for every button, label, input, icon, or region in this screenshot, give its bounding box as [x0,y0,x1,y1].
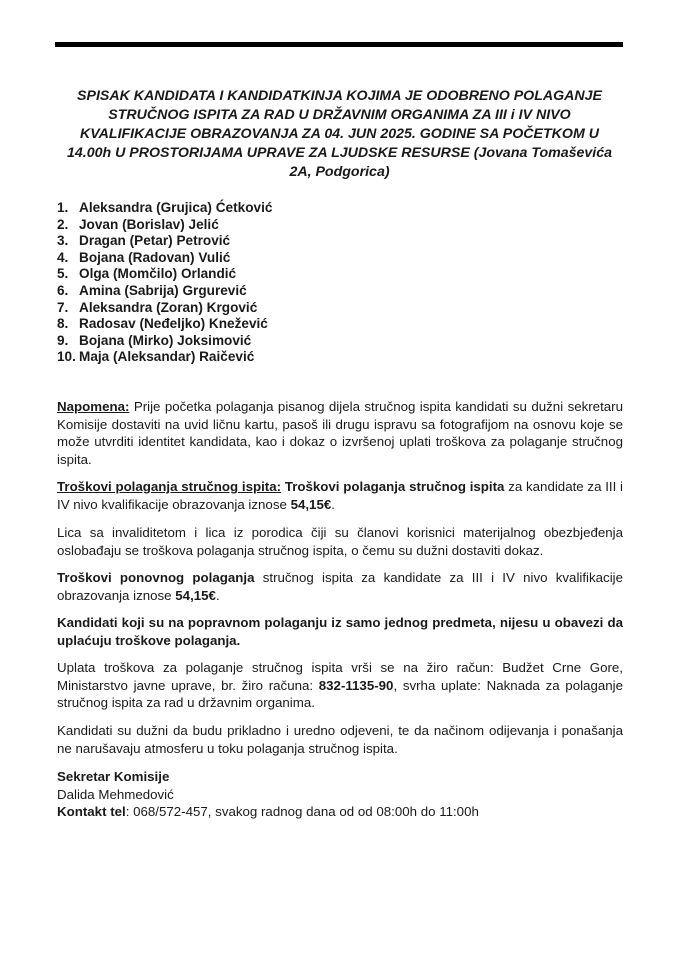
candidate-number: 1. [57,200,69,215]
costs-text: za kandidate za III i IV nivo kvalifikacije obrazovanja iznose [57,479,624,512]
makeup-note-paragraph: Kandidati koji su na popravnom polaganju iz samo jednog predmeta, nijesu u obavezi da uplaćuju troškove polaganja. [57,615,623,648]
payment-text-before: Uplata troškova za polaganje stručnog ispita vrši se na žiro račun: Budžet Crne Gore, Ministarstvo javne uprave, br. žiro računa: [57,660,623,693]
candidate-number: 10. [57,349,76,365]
retake-bold-lead: Troškovi ponovnog polaganja [57,570,255,585]
candidate-name: Radosav (Neđeljko) Knežević [79,316,268,332]
retake-costs-paragraph [57,569,623,604]
candidate-item [57,266,272,283]
candidate-name: Aleksandra (Grujica) Ćetković [79,200,273,215]
document-title [52,87,627,182]
candidate-number: 3. [57,233,69,249]
exemption-paragraph: Lica sa invaliditetom i lica iz porodica čiji su članovi korisnici materijalnog obezbjeđenja oslobađaju se troškova polaganja stručnog ispita, o čemu su dužni dostaviti dokaz. [57,525,623,558]
note-label: Napomena: [57,399,130,414]
costs-bold-lead: Troškovi polaganja stručnog ispita [281,479,505,494]
payment-account-number: 832-1135-90 [318,677,394,693]
candidate-item [57,200,272,217]
candidate-number: 4. [57,249,69,265]
contact-text: : 068/572-457, svakog radnog dana od od 08:00h do 11:00h [125,804,479,820]
candidate-item [57,349,272,366]
candidate-name: Jovan (Borislav) Jelić [79,216,219,232]
candidate-number: 2. [57,216,69,232]
candidate-name: Amina (Sabrija) Grgurević [79,282,247,298]
candidate-item [57,233,272,250]
candidate-item [57,217,272,234]
candidate-item [57,250,272,267]
top-horizontal-rule [55,42,623,47]
candidate-name: Maja (Aleksandar) Raičević [79,349,255,365]
dress-code-paragraph: Kandidati su dužni da budu prikladno i uredno odjeveni, te da načinom odijevanja i ponašanja ne narušavaju atmosferu u toku polaganja stručnog ispita. [57,723,623,756]
note-paragraph [57,398,623,468]
candidate-name: Dragan (Petar) Petrović [79,233,231,249]
candidate-number: 8. [57,316,69,332]
candidate-number: 7. [57,299,69,315]
candidate-name: Bojana (Radovan) Vulić [79,249,231,265]
candidate-item [57,333,272,350]
costs-end: . [331,496,335,512]
candidate-number: 6. [57,282,69,298]
costs-amount: 54,15€ [290,496,332,512]
candidate-list [57,200,272,366]
signature-role: Sekretar Komisije [57,769,170,784]
title-line: 2A, Podgorica) [289,164,390,180]
candidate-name: Aleksandra (Zoran) Krgović [79,299,258,315]
title-line: SPISAK KANDIDATA I KANDIDATKINJA KOJIMA JE ODOBRENO POLAGANJE [77,88,602,104]
candidate-item [57,316,272,333]
title-line: KVALIFIKACIJE OBRAZOVANJA ZA 04. JUN 2025. GODINE SA POČETKOM U [80,126,599,142]
payment-text-after: , svrha uplate: Naknada za polaganje stručnog ispita za rad u državnim organima. [57,677,623,711]
payment-paragraph [57,659,623,712]
costs-paragraph [57,478,623,513]
signature-name: Dalida Mehmedović [57,786,174,802]
costs-label: Troškovi polaganja stručnog ispita: [57,479,282,494]
candidate-name: Olga (Momčilo) Orlandić [79,266,237,282]
signature-block [57,768,479,821]
title-line: 14.00h U PROSTORIJAMA UPRAVE ZA LJUDSKE RESURSE (Jovana Tomaševića [66,145,613,161]
candidate-number: 9. [57,332,69,348]
title-line: STRUČNOG ISPITA ZA RAD U DRŽAVNIM ORGANIMA ZA III i IV NIVO [108,107,571,123]
contact-label: Kontakt tel [57,804,126,820]
candidate-item [57,283,272,300]
retake-end: . [215,587,220,603]
candidate-item [57,300,272,317]
contact-line [57,803,479,821]
retake-amount: 54,15€ [175,587,216,603]
note-text: Prije početka polaganja pisanog dijela stručnog ispita kandidati su dužni sekretaru Komisije dostaviti na uvid ličnu kartu, pasoš ili drugu ispravu sa fotografijom na osnovu koje se može utvrditi identitet kandidata, kao i dokaz o izvršenoj uplati troškova za polaganje stručnog ispita. [57,399,623,467]
retake-text: stručnog ispita za kandidate za III i IV nivo kvalifikacije obrazovanja iznose [57,570,623,603]
candidate-name: Bojana (Mirko) Joksimović [79,332,252,348]
candidate-number: 5. [57,266,69,282]
